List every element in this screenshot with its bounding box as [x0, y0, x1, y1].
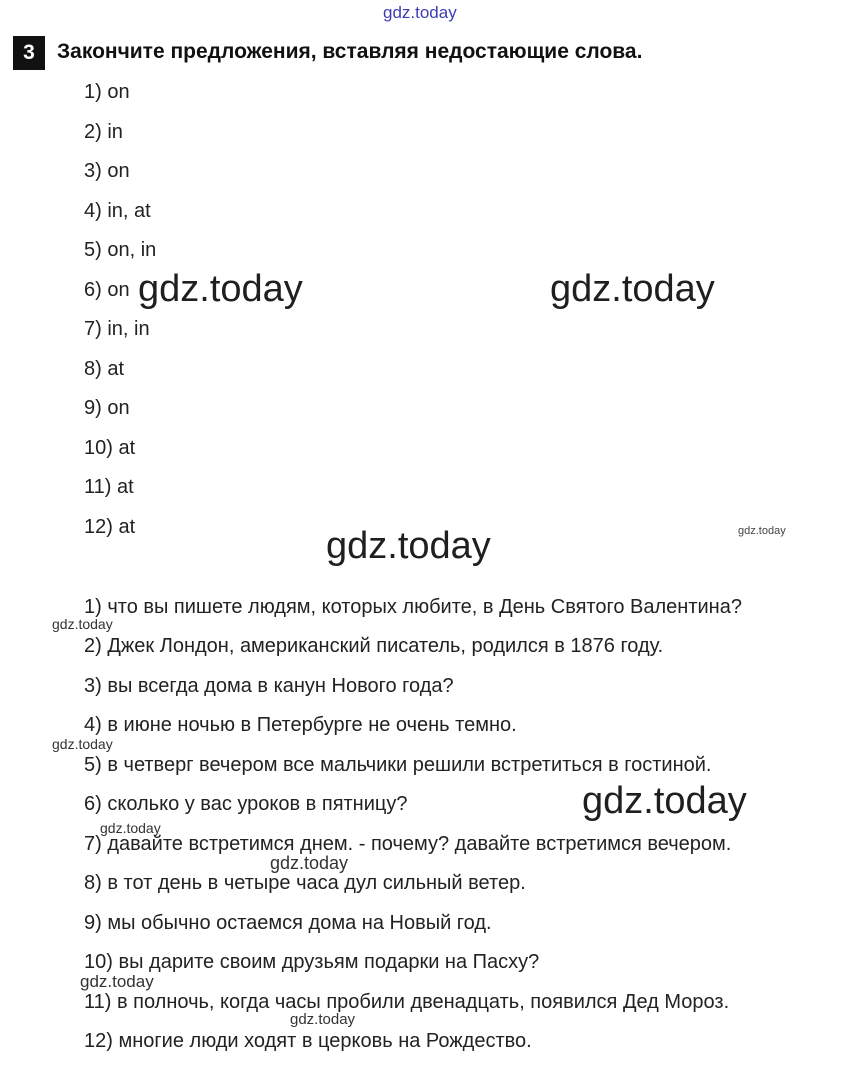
answer-10: 10) at — [84, 437, 136, 459]
translation-2: 2) Джек Лондон, американский писатель, родился в 1876 году. — [84, 635, 664, 657]
translation-10: 10) вы дарите своим друзьям подарки на Пасху? — [84, 951, 540, 973]
answer-7: 7) in, in — [84, 318, 150, 340]
watermark-large-4: gdz.today — [582, 780, 747, 822]
answer-11: 11) at — [84, 476, 134, 498]
watermark-large-2: gdz.today — [550, 268, 715, 310]
watermark-small-5: gdz.today — [270, 853, 349, 873]
translation-8: 8) в тот день в четыре часа дул сильный ветер. — [84, 872, 526, 894]
translation-6: 6) сколько у вас уроков в пятницу? — [84, 793, 408, 815]
translation-12: 12) многие люди ходят в церковь на Рождество. — [84, 1030, 532, 1052]
answer-4: 4) in, at — [84, 200, 151, 222]
translation-1: 1) что вы пишете людям, которых любите, в День Святого Валентина? — [84, 596, 742, 618]
task-number-badge: 3 — [13, 36, 45, 70]
translation-11: 11) в полночь, когда часы пробили двенадцать, появился Дед Мороз. — [84, 991, 730, 1013]
translation-4: 4) в июне ночью в Петербурге не очень темно. — [84, 714, 517, 736]
answer-6: 6) on — [84, 279, 130, 301]
watermark-small-4: gdz.today — [100, 820, 161, 836]
answer-8: 8) at — [84, 358, 125, 380]
watermark-small-3: gdz.today — [52, 736, 113, 752]
watermark-small-2: gdz.today — [52, 616, 113, 632]
translation-3: 3) вы всегда дома в канун Нового года? — [84, 675, 454, 697]
translation-5: 5) в четверг вечером все мальчики решили встретиться в гостиной. — [84, 754, 712, 776]
task-title: Закончите предложения, вставляя недостающие слова. — [57, 40, 643, 63]
answer-2: 2) in — [84, 121, 123, 143]
answer-3: 3) on — [84, 160, 130, 182]
translation-9: 9) мы обычно остаемся дома на Новый год. — [84, 912, 492, 934]
watermark-large-3: gdz.today — [326, 525, 491, 567]
translation-7: 7) давайте встретимся днем. - почему? давайте встретимся вечером. — [84, 833, 732, 855]
answer-12: 12) at — [84, 516, 136, 538]
answer-9: 9) on — [84, 397, 130, 419]
watermark-small-1: gdz.today — [738, 525, 786, 537]
watermark-small-6: gdz.today — [80, 972, 154, 991]
watermark-large-1: gdz.today — [138, 268, 303, 310]
answer-5: 5) on, in — [84, 239, 157, 261]
watermark-top: gdz.today — [383, 3, 457, 22]
answer-1: 1) on — [84, 81, 130, 103]
watermark-small-7: gdz.today — [290, 1011, 356, 1028]
